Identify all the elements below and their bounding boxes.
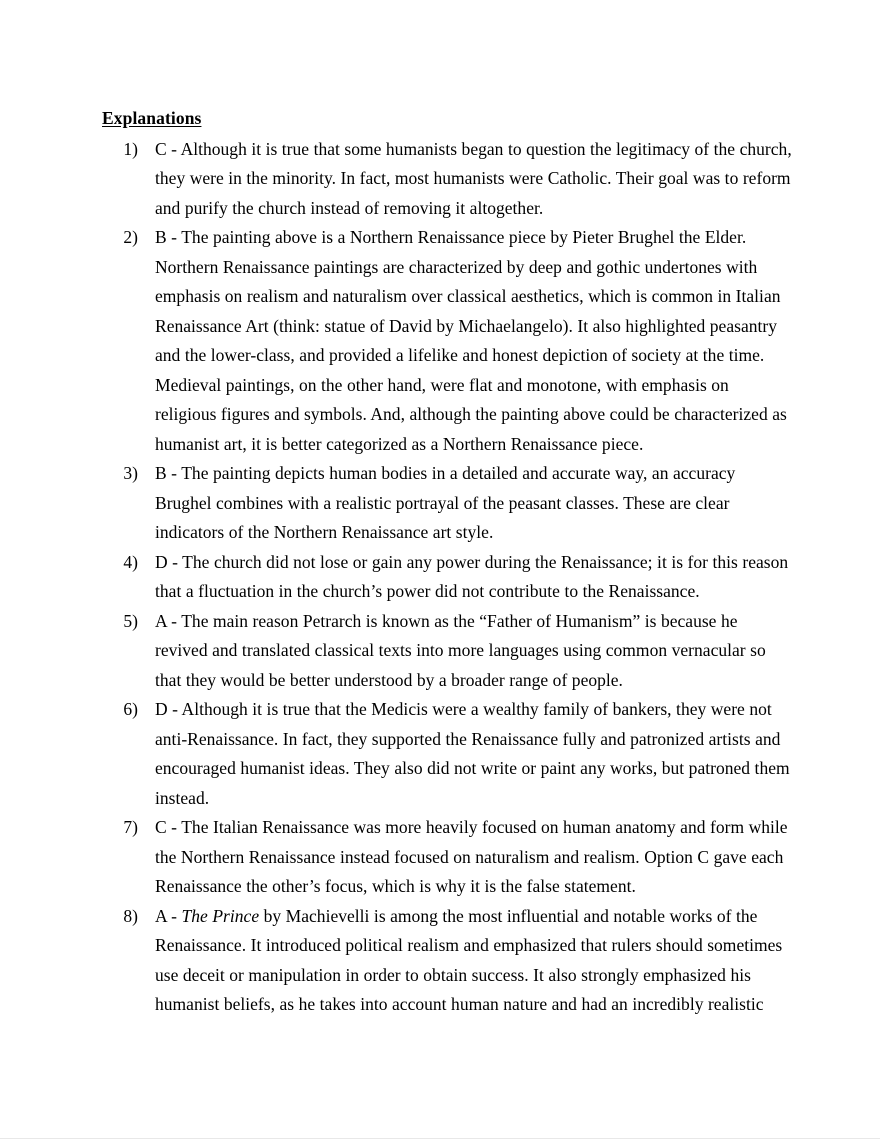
list-item [102,813,792,902]
list-item-number: 3) [123,463,138,483]
list-item-number: 4) [123,551,138,572]
list-item-text: A - The Prince by Machievelli is among the most influential and notable works of the Renaissance. It introduced political realism and emphasized that rulers should sometimes use deceit or manipulation in order to obtain success. It also strongly emphasized his humanist beliefs, as he takes into account human nature and had an incredibly realistic [155,905,783,1014]
list-item-number: 8) [123,905,138,926]
list-item-number: 1) [123,138,138,159]
list-item-number: 6) [123,699,138,719]
list-item [102,607,792,696]
list-item [102,459,792,548]
list-item [102,695,792,813]
page-title: Explanations [102,108,202,128]
list-item-text: C - Although it is true that some humanists began to question the legitimacy of the church, they were in the minority. In fact, most humanists were Catholic. Their goal was to reform and purify the church instead of removing it altogether. [155,138,792,218]
list-item-text: D - Although it is true that the Medicis were a wealthy family of bankers, they were not anti-Renaissance. In fact, they supported the Renaissance fully and patronized artists and encouraged humanist ideas. They also did not write or paint any works, but patroned them instead. [155,699,790,808]
document-body [102,104,792,1020]
list-item-text: B - The painting above is a Northern Renaissance piece by Pieter Brughel the Elder. Northern Renaissance paintings are characterized by deep and gothic undertones with emphasis on realism and naturalism over classical aesthetics, which is common in Italian Renaissance Art (think: statue of David by Michaelangelo). It also highlighted peasantry and the lower-class, and provided a lifelike and honest depiction of society at the time. Medieval paintings, on the other hand, were flat and monotone, with emphasis on religious figures and symbols. And, although the painting above could be characterized as humanist art, it is better categorized as a Northern Renaissance piece. [155,227,787,454]
list-item [102,135,792,224]
list-item-number: 7) [123,817,138,837]
list-item-number: 2) [123,227,138,247]
list-item-number: 5) [123,610,138,631]
list-item-text: D - The church did not lose or gain any power during the Renaissance; it is for this reason that a fluctuation in the church’s power did not contribute to the Renaissance. [155,551,789,601]
list-item [102,548,792,607]
list-item-text: A - The main reason Petrarch is known as the “Father of Humanism” is because he revived and translated classical texts into more languages using common vernacular so that they would be better understood by a broader range of people. [155,610,766,690]
explanations-list [102,135,792,1020]
list-item-text: B - The painting depicts human bodies in a detailed and accurate way, an accuracy Brughel combines with a realistic portrayal of the peasant classes. These are clear indicators of the Northern Renaissance art style. [155,463,736,542]
list-item-text: C - The Italian Renaissance was more heavily focused on human anatomy and form while the Northern Renaissance instead focused on naturalism and realism. Option C gave each Renaissance the other’s focus, which is why it is the false statement. [155,817,788,896]
list-item [102,902,792,1020]
list-item [102,223,792,459]
